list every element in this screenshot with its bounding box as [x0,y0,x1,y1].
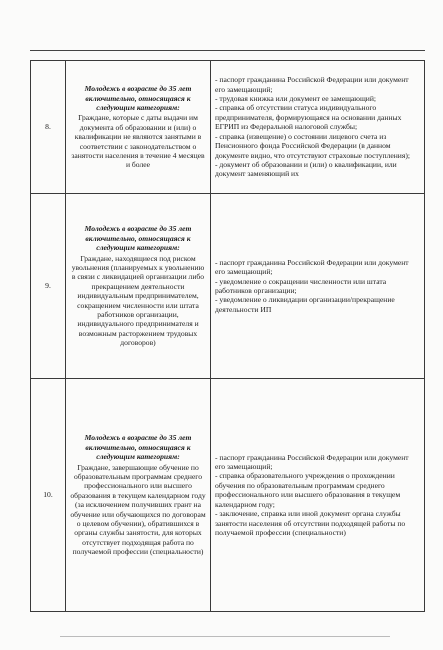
document-item: - трудовая книжка или документ ее замещающий; [215,94,377,104]
document-item: - справка (извещение) о состоянии лицевого счета из Пенсионного фонда Российской Федерации (в данном документе видно, что отсутствуют страховые поступления); [215,131,410,160]
document-item: - паспорт гражданина Российской Федерации или документ его замещающий; [215,452,409,472]
document-item: - паспорт гражданина Российской Федерации или документ его замещающий; [215,75,409,94]
category-cell [66,61,211,194]
row-number: 9. [31,194,66,379]
scan-bottom-mark [60,636,390,637]
category-description: Граждане, которые с даты выдачи им документа об образовании и (или) о квалификации не являются занятыми в соответствии с законодательством о занятости населения в течение 4 месяцев и более [71,113,205,170]
document-item: - справка об отсутствии статуса индивидуального предпринимателя, формирующаяся на основании данных ЕГРИП из Федеральной налоговой службы; [215,103,402,132]
category-description: Граждане, находящиеся под риском увольнения (планируемых к увольнению в связи с ликвидацией организации либо прекращением деятельности индивидуальным предпринимателем, сокращением численности или штата работников организации, индивидуального предпринимателя и возможным расторжением трудовых договоров) [71,253,205,348]
category-title: Молодежь в возрасте до 35 лет включительно, относящаяся к следующим категориям: [84,84,192,112]
table-row [31,194,425,379]
documents-cell [211,61,425,194]
document-item: - заключение, справка или иной документ органа службы занятости населения об отсутствии подходящей работы по получаемой профессии (специальности) [215,509,406,537]
table-top-border [30,50,425,51]
table-row [31,61,425,194]
document-item: - документ об образовании и (или) о квалификации, или документ заменяющий их [215,159,397,179]
table-row [31,379,425,612]
document-item: - паспорт гражданина Российской Федерации или документ его замещающий; [215,257,409,277]
category-cell [66,379,211,612]
documents-cell [211,194,425,379]
categories-table [30,60,425,612]
row-number: 10. [31,379,66,612]
category-title: Молодежь в возрасте до 35 лет включительно, относящаяся к следующим категориям: [84,224,192,253]
document-item: - уведомление о ликвидации организации/прекращение деятельности ИП [215,295,395,314]
documents-cell [211,379,425,612]
row-number: 8. [31,61,66,194]
category-description: Граждане, завершающие обучение по образовательным программам среднего профессионального или высшего образования в текущем календарном году (за исключением получивших грант на обучение или обучающихся по договорам о целевом обучении), обратившихся в органы службы занятости, для которых отсутствует подходящая работа по получаемой профессии (специальности) [70,462,206,557]
category-cell [66,194,211,379]
document-item: - уведомление о сокращении численности или штата работников организации; [215,276,387,295]
document-item: - справка образовательного учреждения о прохождении обучения по образовательным программам среднего профессионального или высшего образования в текущем календарном году; [215,471,401,509]
category-title: Молодежь в возрасте до 35 лет включительно, относящаяся к следующим категориям: [84,433,192,462]
